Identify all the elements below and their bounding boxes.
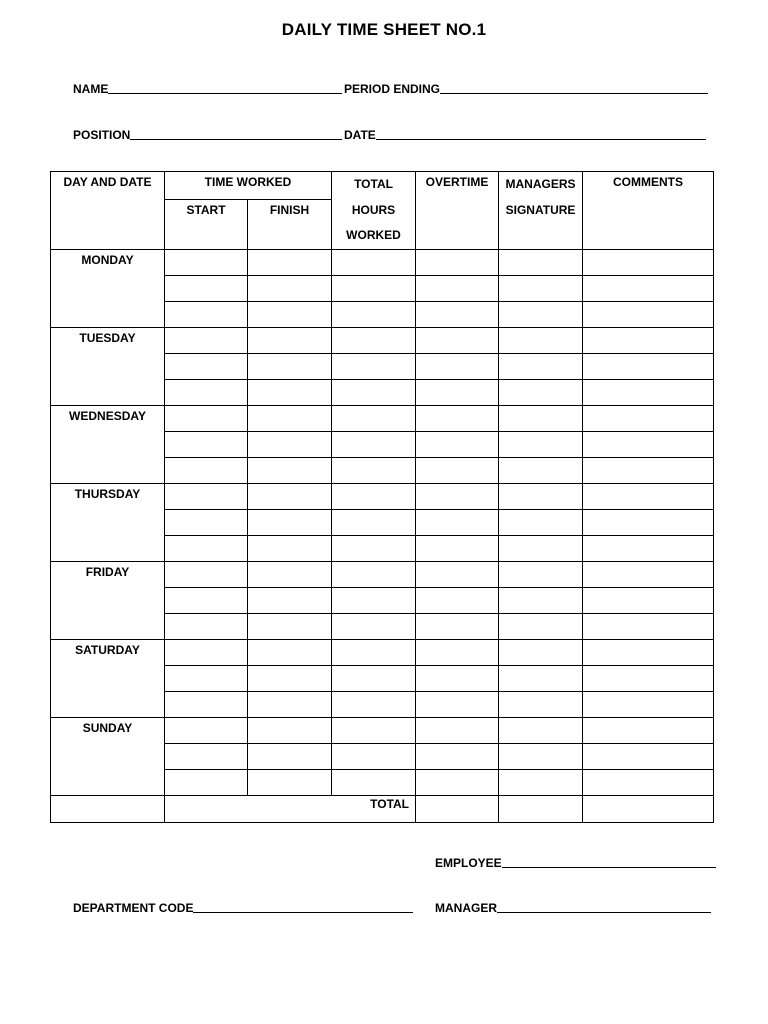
finish-cell[interactable] — [248, 717, 332, 743]
total-managers-signature-cell[interactable] — [583, 795, 714, 822]
managers-signature-cell[interactable] — [499, 249, 583, 275]
managers-signature-cell[interactable] — [499, 275, 583, 301]
header-start: START — [165, 200, 248, 250]
overtime-cell[interactable] — [416, 431, 499, 457]
finish-cell[interactable] — [248, 535, 332, 561]
comments-cell[interactable] — [583, 249, 714, 275]
comments-cell[interactable] — [583, 275, 714, 301]
managers-signature-cell[interactable] — [499, 353, 583, 379]
managers-signature-cell[interactable] — [499, 613, 583, 639]
header-time-worked: TIME WORKED — [165, 172, 332, 200]
total-hours-cell[interactable] — [332, 249, 416, 275]
overtime-cell[interactable] — [416, 561, 499, 587]
comments-cell[interactable] — [583, 743, 714, 769]
total-hours-cell[interactable] — [332, 275, 416, 301]
overtime-cell[interactable] — [416, 743, 499, 769]
total-hours-cell[interactable] — [332, 743, 416, 769]
total-hours-cell[interactable] — [332, 665, 416, 691]
managers-signature-cell[interactable] — [499, 483, 583, 509]
start-cell[interactable] — [165, 613, 248, 639]
overtime-cell[interactable] — [416, 379, 499, 405]
managers-signature-cell[interactable] — [499, 691, 583, 717]
day-cell-friday: FRIDAY — [51, 561, 165, 639]
header-managers-line-1: MANAGERS — [505, 177, 576, 191]
position-field[interactable] — [73, 128, 342, 142]
timesheet-table — [50, 171, 714, 823]
header-managers-signature — [499, 172, 583, 250]
manager-label: MANAGER — [435, 901, 497, 915]
comments-cell[interactable] — [583, 509, 714, 535]
table-row — [51, 249, 714, 275]
start-cell[interactable] — [165, 587, 248, 613]
total-hours-cell[interactable] — [332, 301, 416, 327]
total-hours-cell[interactable] — [332, 353, 416, 379]
start-cell[interactable] — [165, 639, 248, 665]
managers-signature-cell[interactable] — [499, 561, 583, 587]
department-code-line — [193, 911, 413, 913]
overtime-cell[interactable] — [416, 275, 499, 301]
table-row — [51, 561, 714, 587]
finish-cell[interactable] — [248, 639, 332, 665]
start-cell[interactable] — [165, 327, 248, 353]
comments-cell[interactable] — [583, 457, 714, 483]
name-label: NAME — [73, 82, 109, 96]
comments-cell[interactable] — [583, 717, 714, 743]
managers-signature-cell[interactable] — [499, 665, 583, 691]
total-hours-cell[interactable] — [332, 405, 416, 431]
sheet-title: DAILY TIME SHEET NO.1 — [281, 20, 487, 39]
start-cell[interactable] — [165, 405, 248, 431]
start-cell[interactable] — [165, 431, 248, 457]
total-hours-cell[interactable] — [332, 613, 416, 639]
header-day-and-date: DAY AND DATE — [51, 172, 165, 250]
finish-cell[interactable] — [248, 379, 332, 405]
header-managers-line-2: SIGNATURE — [505, 202, 576, 217]
start-cell[interactable] — [165, 301, 248, 327]
finish-cell[interactable] — [248, 457, 332, 483]
managers-signature-cell[interactable] — [499, 431, 583, 457]
finish-cell[interactable] — [248, 587, 332, 613]
start-cell[interactable] — [165, 717, 248, 743]
overtime-cell[interactable] — [416, 405, 499, 431]
finish-cell[interactable] — [248, 509, 332, 535]
comments-cell[interactable] — [583, 535, 714, 561]
finish-cell[interactable] — [248, 769, 332, 795]
finish-cell[interactable] — [248, 691, 332, 717]
overtime-cell[interactable] — [416, 769, 499, 795]
period-ending-field[interactable] — [344, 82, 708, 96]
managers-signature-cell[interactable] — [499, 457, 583, 483]
total-hours-cell[interactable] — [332, 431, 416, 457]
start-cell[interactable] — [165, 535, 248, 561]
overtime-cell[interactable] — [416, 587, 499, 613]
start-cell[interactable] — [165, 249, 248, 275]
start-cell[interactable] — [165, 769, 248, 795]
day-cell-monday: MONDAY — [51, 249, 165, 327]
table-row — [51, 639, 714, 665]
day-cell-tuesday: TUESDAY — [51, 327, 165, 405]
comments-cell[interactable] — [583, 431, 714, 457]
comments-cell[interactable] — [583, 301, 714, 327]
date-label: DATE — [344, 128, 376, 142]
overtime-cell[interactable] — [416, 301, 499, 327]
name-field[interactable] — [73, 82, 342, 96]
day-cell-wednesday: WEDNESDAY — [51, 405, 165, 483]
total-label: TOTAL — [165, 795, 416, 822]
total-hours-cell[interactable] — [332, 691, 416, 717]
start-cell[interactable] — [165, 353, 248, 379]
start-cell[interactable] — [165, 275, 248, 301]
position-line — [130, 138, 342, 140]
overtime-cell[interactable] — [416, 535, 499, 561]
overtime-cell[interactable] — [416, 327, 499, 353]
name-line — [108, 92, 342, 94]
day-cell-saturday: SATURDAY — [51, 639, 165, 717]
comments-cell[interactable] — [583, 587, 714, 613]
start-cell[interactable] — [165, 457, 248, 483]
total-hours-cell[interactable] — [332, 639, 416, 665]
position-label: POSITION — [73, 128, 131, 142]
employee-field[interactable] — [435, 856, 716, 870]
header-overtime: OVERTIME — [416, 172, 499, 250]
department-code-field[interactable] — [73, 901, 413, 915]
overtime-cell[interactable] — [416, 691, 499, 717]
comments-cell[interactable] — [583, 561, 714, 587]
comments-cell[interactable] — [583, 691, 714, 717]
finish-cell[interactable] — [248, 613, 332, 639]
table-row — [51, 405, 714, 431]
overtime-cell[interactable] — [416, 717, 499, 743]
total-row-blank-cell — [51, 795, 165, 822]
managers-signature-cell[interactable] — [499, 587, 583, 613]
comments-cell[interactable] — [583, 639, 714, 665]
finish-cell[interactable] — [248, 405, 332, 431]
comments-cell[interactable] — [583, 665, 714, 691]
total-total-hours-cell[interactable] — [416, 795, 499, 822]
total-row — [51, 795, 714, 822]
overtime-cell[interactable] — [416, 353, 499, 379]
finish-cell[interactable] — [248, 483, 332, 509]
table-row — [51, 483, 714, 509]
managers-signature-cell[interactable] — [499, 769, 583, 795]
period-ending-line — [440, 92, 708, 94]
total-hours-cell[interactable] — [332, 327, 416, 353]
header-comments: COMMENTS — [583, 172, 714, 250]
total-hours-cell[interactable] — [332, 587, 416, 613]
comments-cell[interactable] — [583, 327, 714, 353]
day-cell-thursday: THURSDAY — [51, 483, 165, 561]
comments-cell[interactable] — [583, 379, 714, 405]
total-hours-cell[interactable] — [332, 457, 416, 483]
date-field[interactable] — [344, 128, 706, 142]
comments-cell[interactable] — [583, 353, 714, 379]
employee-line — [502, 866, 716, 868]
managers-signature-cell[interactable] — [499, 379, 583, 405]
employee-label: EMPLOYEE — [435, 856, 502, 870]
overtime-cell[interactable] — [416, 639, 499, 665]
table-row — [51, 717, 714, 743]
start-cell[interactable] — [165, 379, 248, 405]
header-finish: FINISH — [248, 200, 332, 250]
total-hours-cell[interactable] — [332, 535, 416, 561]
finish-cell[interactable] — [248, 249, 332, 275]
start-cell[interactable] — [165, 665, 248, 691]
header-total-line-3: WORKED — [346, 228, 401, 242]
overtime-cell[interactable] — [416, 483, 499, 509]
manager-line — [497, 911, 711, 913]
overtime-cell[interactable] — [416, 509, 499, 535]
header-total-line-1: TOTAL — [354, 177, 393, 191]
total-hours-cell[interactable] — [332, 379, 416, 405]
table-row — [51, 327, 714, 353]
date-line — [376, 138, 706, 140]
total-hours-cell[interactable] — [332, 561, 416, 587]
total-hours-cell[interactable] — [332, 483, 416, 509]
total-hours-cell[interactable] — [332, 717, 416, 743]
finish-cell[interactable] — [248, 561, 332, 587]
finish-cell[interactable] — [248, 327, 332, 353]
start-cell[interactable] — [165, 509, 248, 535]
overtime-cell[interactable] — [416, 613, 499, 639]
overtime-cell[interactable] — [416, 665, 499, 691]
total-hours-cell[interactable] — [332, 509, 416, 535]
comments-cell[interactable] — [583, 613, 714, 639]
header-total-line-2: HOURS — [351, 202, 396, 217]
finish-cell[interactable] — [248, 301, 332, 327]
finish-cell[interactable] — [248, 743, 332, 769]
start-cell[interactable] — [165, 691, 248, 717]
finish-cell[interactable] — [248, 353, 332, 379]
total-overtime-cell[interactable] — [499, 795, 583, 822]
managers-signature-cell[interactable] — [499, 327, 583, 353]
managers-signature-cell[interactable] — [499, 743, 583, 769]
comments-cell[interactable] — [583, 483, 714, 509]
overtime-cell[interactable] — [416, 457, 499, 483]
start-cell[interactable] — [165, 743, 248, 769]
day-cell-sunday: SUNDAY — [51, 717, 165, 795]
total-hours-cell[interactable] — [332, 769, 416, 795]
comments-cell[interactable] — [583, 769, 714, 795]
period-ending-label: PERIOD ENDING — [344, 82, 441, 96]
managers-signature-cell[interactable] — [499, 301, 583, 327]
department-code-label: DEPARTMENT CODE — [73, 901, 194, 915]
managers-signature-cell[interactable] — [499, 509, 583, 535]
managers-signature-cell[interactable] — [499, 535, 583, 561]
manager-field[interactable] — [435, 901, 711, 915]
start-cell[interactable] — [165, 561, 248, 587]
start-cell[interactable] — [165, 483, 248, 509]
header-total-hours-worked — [332, 172, 416, 250]
overtime-cell[interactable] — [416, 249, 499, 275]
managers-signature-cell[interactable] — [499, 639, 583, 665]
finish-cell[interactable] — [248, 431, 332, 457]
managers-signature-cell[interactable] — [499, 405, 583, 431]
managers-signature-cell[interactable] — [499, 717, 583, 743]
comments-cell[interactable] — [583, 405, 714, 431]
finish-cell[interactable] — [248, 275, 332, 301]
finish-cell[interactable] — [248, 665, 332, 691]
